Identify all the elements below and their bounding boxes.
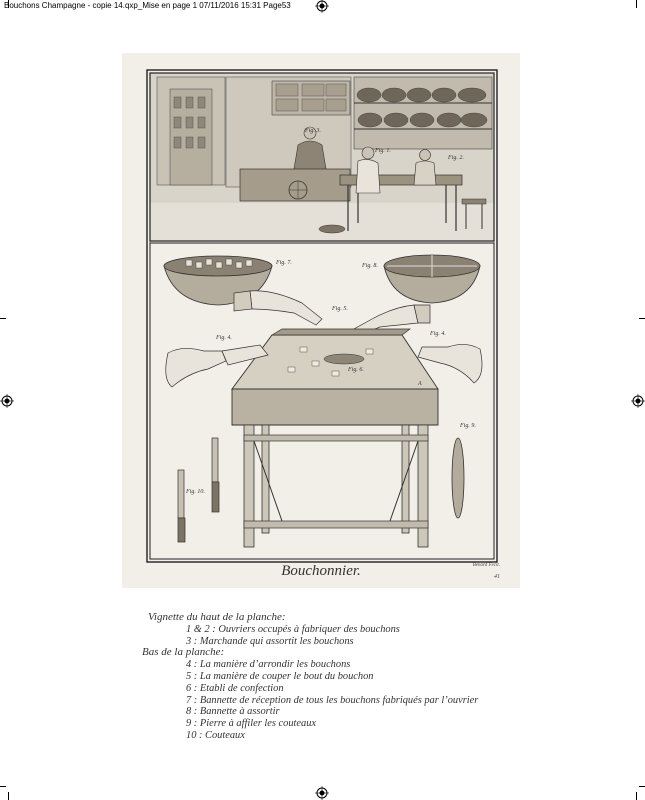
caption-heading-bottom: Bas de la planche: (142, 646, 225, 659)
crop-mark (8, 792, 9, 800)
figure-label: Fig. 2. (448, 155, 464, 161)
crop-mark (639, 786, 645, 787)
vignette-workshop (150, 73, 494, 241)
figure-label: Fig. 10. (186, 489, 205, 495)
crop-mark (636, 0, 637, 8)
crop-mark (0, 318, 6, 319)
engraver-signature: Benard Fecit. (472, 563, 500, 568)
caption-item: 4 : La manière d’arrondir les bouchons (186, 659, 351, 671)
plate-page-number: 41 (494, 574, 500, 580)
figure-label: A (418, 381, 422, 387)
figure-label: Fig. 4. (430, 331, 446, 337)
crop-mark (8, 0, 9, 8)
caption-item: 1 & 2 : Ouvriers occupés à fabriquer des bouchons (186, 623, 400, 635)
crop-mark (639, 318, 645, 319)
engraving-plate (122, 53, 520, 588)
caption-item: 10 : Couteaux (186, 729, 245, 741)
crop-mark (636, 792, 637, 800)
figure-label: Fig. 1. (375, 148, 391, 154)
figure-label: Fig. 7. (276, 260, 292, 266)
crop-mark (0, 786, 6, 787)
figure-label: Fig. 6. (348, 367, 364, 373)
registration-mark-left (0, 394, 14, 408)
hands-fig-5 (234, 291, 430, 335)
slug-line: Bouchons Champagne - copie 14.qxp_Mise en page 1 07/11/2016 15:31 Page53 (4, 1, 291, 10)
basket-fig-8 (384, 255, 480, 303)
sharpening-stone-fig-9 (452, 438, 464, 518)
caption-item: 5 : La manière de couper le bout du bouchon (186, 670, 374, 682)
caption-item: 3 : Marchande qui assortit les bouchons (186, 635, 354, 647)
plate-title: Bouchonnier. (281, 563, 361, 579)
plate-caption (142, 611, 479, 742)
caption-item: 8 : Bannette à assortir (186, 706, 280, 718)
shop-counter (240, 169, 350, 201)
caption-item: 7 : Bannette de réception de tous les bouchons fabriqués par l’ouvrier (186, 694, 479, 706)
figure-label: Fig. 4. (216, 335, 232, 341)
caption-heading-top: Vignette du haut de la planche: (148, 611, 286, 623)
figure-label: Fig. 9. (460, 423, 476, 429)
figure-label: Fig. 5. (332, 306, 348, 312)
registration-mark-top (315, 0, 329, 13)
figure-label: Fig. 3. (305, 128, 321, 134)
workbench-fig-6 (232, 329, 438, 547)
registration-mark-bottom (315, 786, 329, 800)
lower-plate (150, 243, 494, 559)
caption-item: 9 : Pierre à affiler les couteaux (186, 718, 317, 730)
caption-item: 6 : Etabli de confection (186, 682, 284, 694)
registration-mark-right (631, 394, 645, 408)
figure-label: Fig. 8. (362, 263, 378, 269)
engraving-illustration (122, 53, 520, 588)
